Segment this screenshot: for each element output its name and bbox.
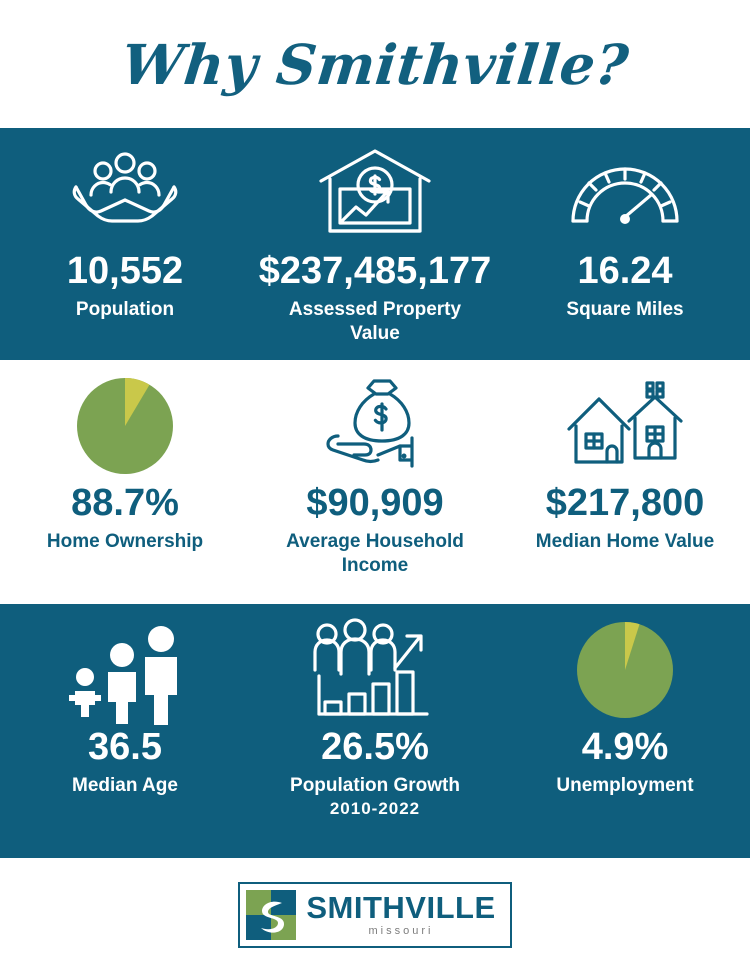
stat-sublabel: 2010-2022 [329,798,421,818]
stat-value: 10,552 [66,250,184,292]
logo-sublabel: missouri [368,925,434,937]
stats-band-1 [0,128,750,360]
stat-cell-unemployment [500,604,750,858]
stat-label: Median Home Value [535,530,715,552]
stat-value: 36.5 [88,726,162,768]
house-dollar-magnifier-icon [316,142,434,246]
stats-band-2 [0,360,750,604]
stat-value: $237,485,177 [258,250,492,292]
page-title: Why Smithville? [118,31,632,97]
stat-label: Assessed Property Value [288,298,462,344]
stat-value: $90,909 [306,482,444,524]
people-in-hands-icon [70,142,180,246]
stat-cell-population-growth [250,604,500,858]
stat-cell-median-home-value [500,360,750,604]
stat-label: Population [75,298,175,320]
stat-label: Median Age [72,774,178,796]
money-bag-in-hand-icon [316,374,434,478]
stat-value: 88.7% [71,482,179,524]
stat-cell-median-age [0,604,250,858]
logo-text [306,892,495,937]
stat-cell-assessed-property-value [250,128,500,360]
family-figures-icon [63,618,187,722]
smithville-swirl-logo-icon [246,890,296,940]
stats-band-3 [0,604,750,858]
stat-value: $217,800 [545,482,705,524]
pie-chart-icon [573,618,677,722]
speedometer-icon [565,142,685,246]
stat-value: 4.9% [581,726,669,768]
stat-cell-home-ownership [0,360,250,604]
two-houses-icon [567,374,683,478]
stat-label: Home Ownership [46,530,204,552]
stat-cell-square-miles [500,128,750,360]
footer [0,858,750,971]
stat-value: 16.24 [577,250,673,292]
stat-label: Average Household Income [286,530,464,576]
stat-value mono-ish: 26.5% [321,726,429,768]
pie-chart-icon [73,374,177,478]
title-bar [0,0,750,128]
stat-label: Square Miles [566,298,684,320]
stat-label: Unemployment [556,774,694,796]
stat-cell-average-household-income [250,360,500,604]
logo-name: SMITHVILLE [306,890,496,925]
stat-cell-population [0,128,250,360]
stat-label: Population Growth [290,774,460,796]
smithville-logo [238,882,511,948]
population-growth-bar-chart-icon [307,618,443,722]
